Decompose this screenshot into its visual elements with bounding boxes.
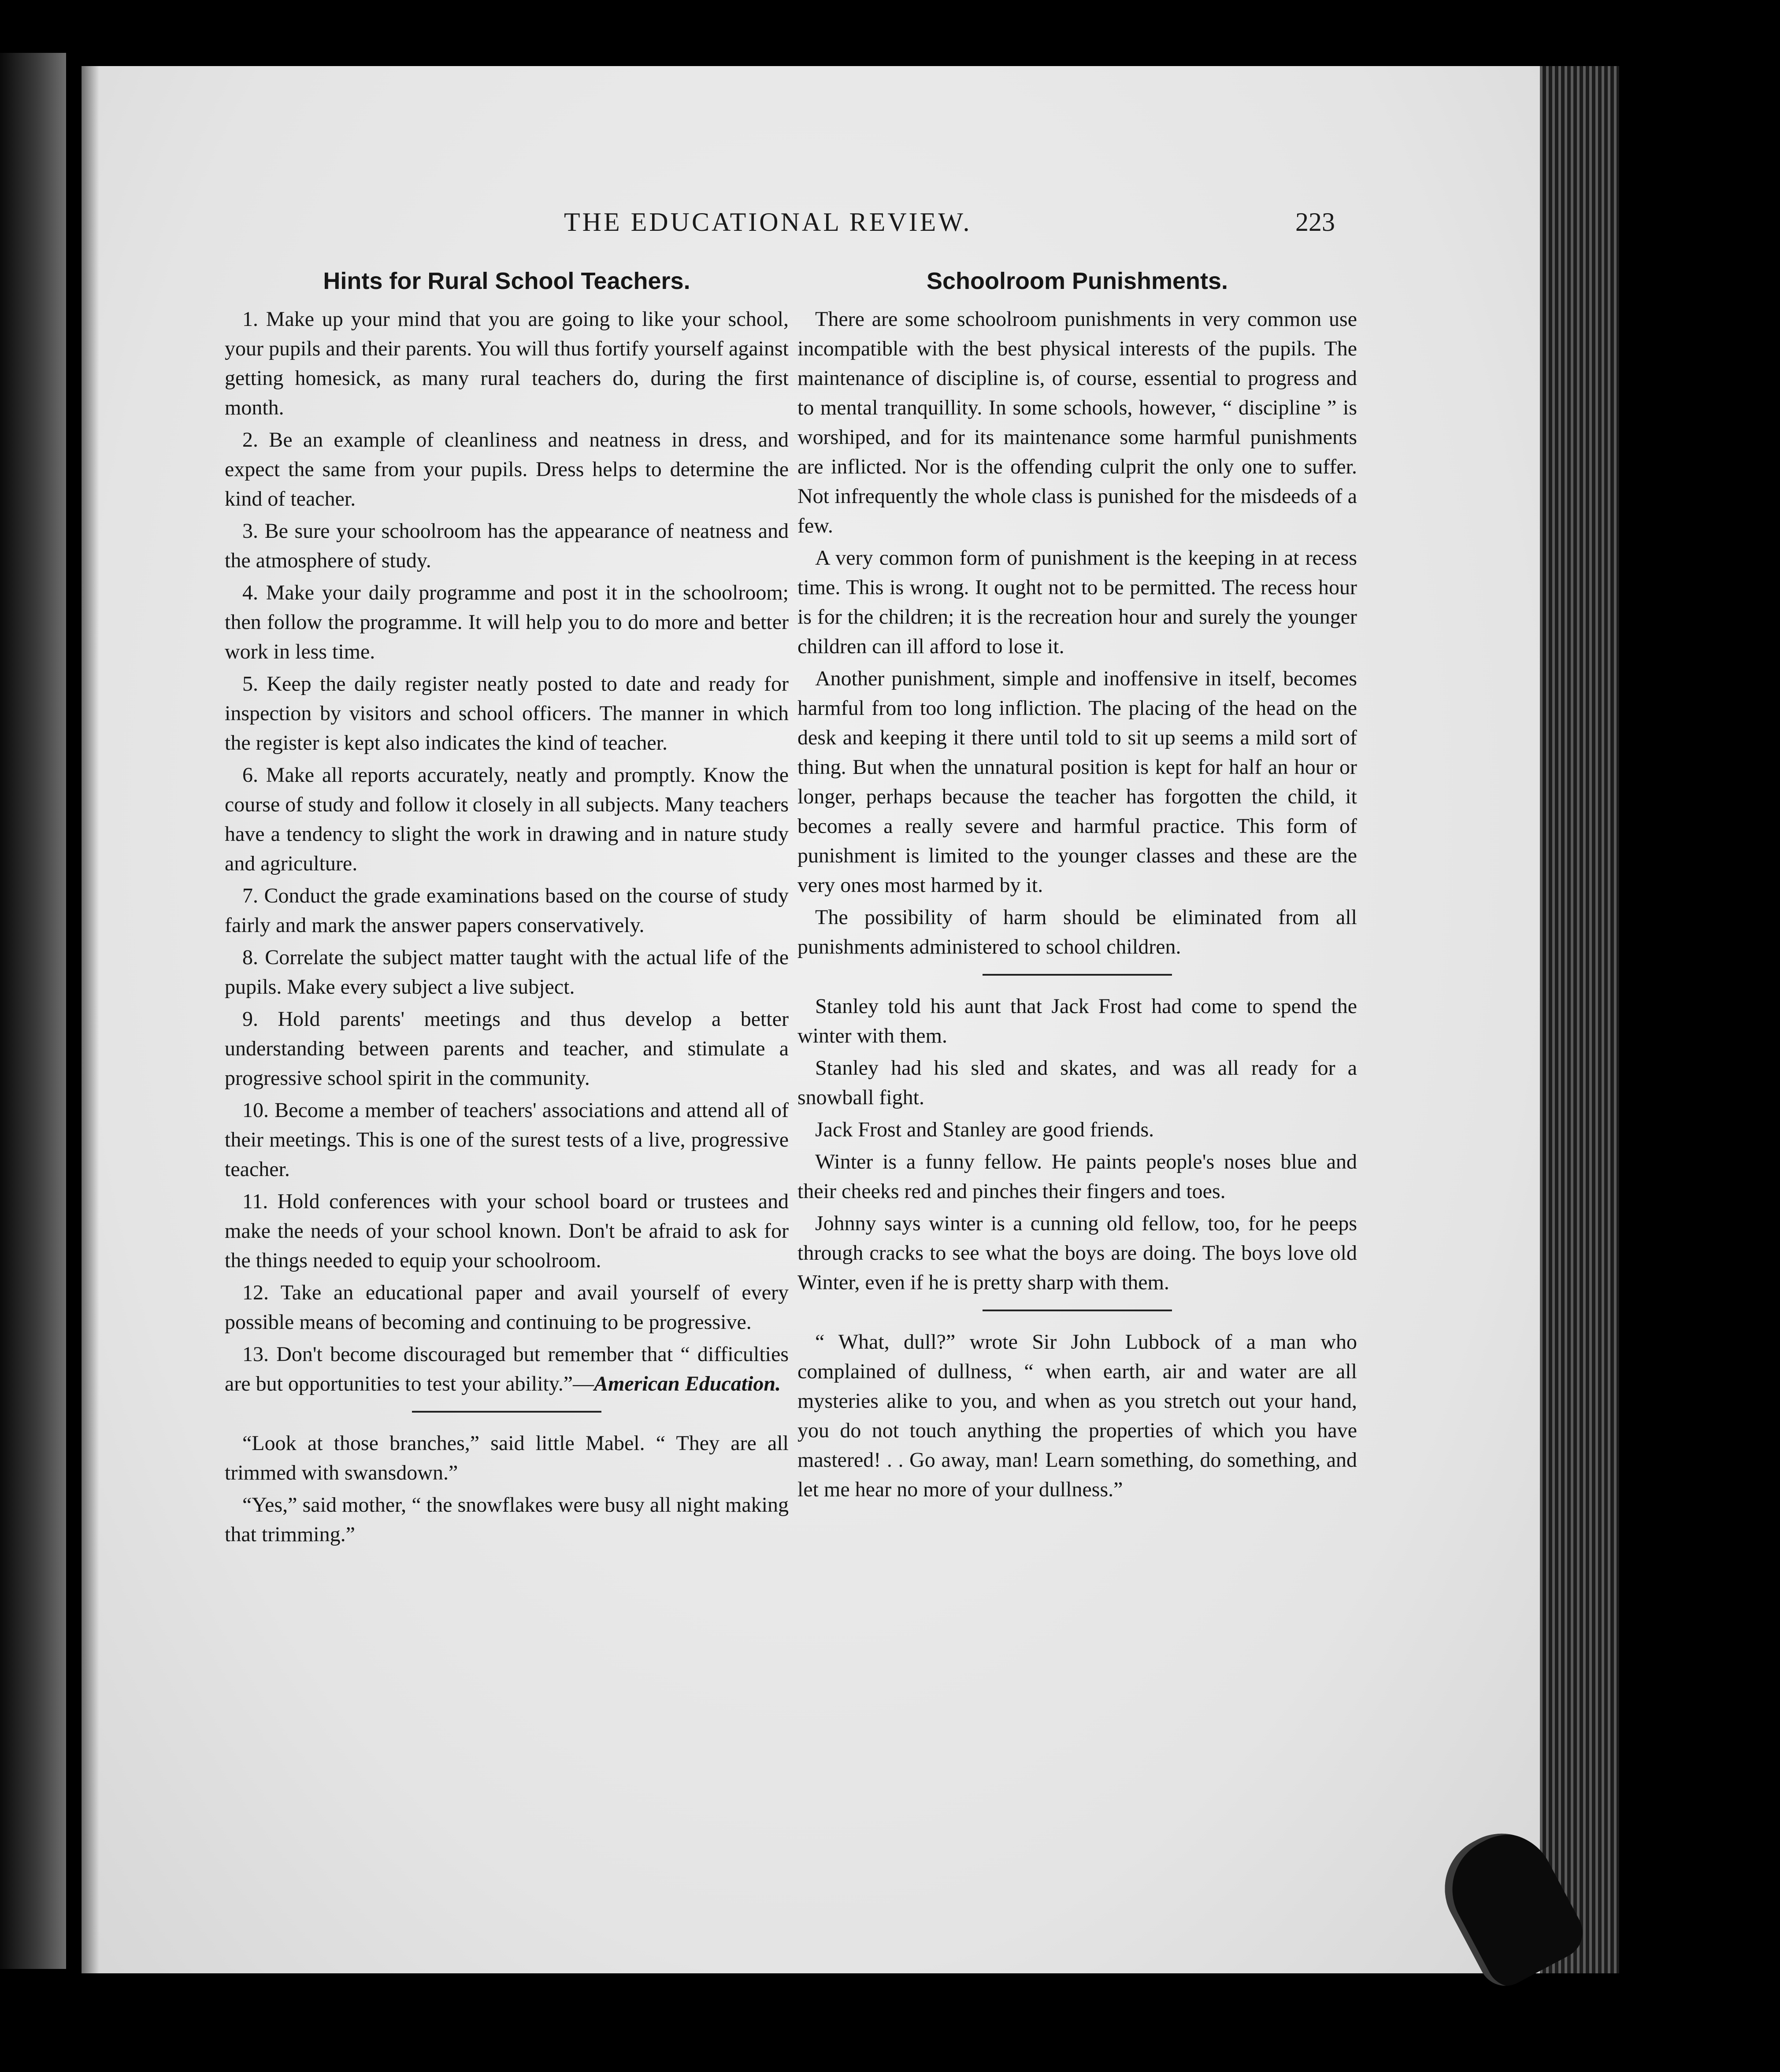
hint-item: 10. Become a member of teachers' associations and attend all of their meetings. This is one of the surest tests of a live, progressive teacher. (225, 1099, 789, 1181)
left-column (225, 262, 789, 1552)
hint-item: 6. Make all reports accurately, neatly and promptly. Know the course of study and follow it closely in all subjects. Many teachers have a tendency to slight the work in drawing and in nature study and agriculture. (225, 763, 789, 875)
hints-title: Hints for Rural School Teachers. (323, 268, 690, 294)
hint-item-13-text: 13. Don't become discouraged but remember that “ difficulties are but opportunities to test your ability.”— (225, 1343, 789, 1395)
source-citation: American Education. (594, 1372, 781, 1395)
running-header (564, 207, 1357, 251)
hint-item: 5. Keep the daily register neatly posted to date and ready for inspection by visitors and school officers. The manner in which the register is kept also indicates the kind of teacher. (225, 672, 789, 755)
section-divider (983, 1310, 1172, 1311)
right-column (797, 262, 1357, 1507)
hint-item-13 (225, 1339, 789, 1399)
hint-item: 4. Make your daily programme and post it in the schoolroom; then follow the programme. It will help you to do more and better work in less time. (225, 581, 789, 663)
hint-item: 3. Be sure your schoolroom has the appearance of neatness and the atmosphere of study. (225, 519, 789, 572)
book-page-edges (1540, 66, 1619, 1973)
hint-item: 12. Take an educational paper and avail yourself of every possible means of becoming and continuing to be progressive. (225, 1281, 789, 1334)
punishments-paragraph: The possibility of harm should be eliminated from all punishments administered to school children. (797, 906, 1357, 958)
mabel-paragraph: “Look at those branches,” said little Mabel. “ They are all trimmed with swansdown.” (225, 1432, 789, 1484)
hint-item: 9. Hold parents' meetings and thus develop a better understanding between parents and teacher, and stimulate a progressive school spirit in the community. (225, 1007, 789, 1090)
previous-page-edge (0, 53, 66, 1969)
hint-item: 1. Make up your mind that you are going to like your school, your pupils and their parents. You will thus fortify yourself against getting homesick, as many rural teachers do, during the first month. (225, 307, 789, 419)
hint-item: 11. Hold conferences with your school board or trustees and make the needs of your school known. Don't be afraid to ask for the things needed to equip your schoolroom. (225, 1190, 789, 1272)
section-divider (412, 1411, 601, 1413)
punishments-title: Schoolroom Punishments. (926, 268, 1228, 294)
mabel-paragraph: “Yes,” said mother, “ the snowflakes were busy all night making that trimming.” (225, 1493, 789, 1546)
punishments-paragraph: There are some schoolroom punishments in very common use incompatible with the best physical interests of the pupils. The maintenance of discipline is, of course, essential to progress and to mental tranquillity. In some schools, however, “ discipline ” is worshiped, and for its maintenance some harmful punishments are inflicted. Nor is the offending culprit the only one to suffer. Not infrequently the whole class is punished for the misdeeds of a few. (797, 307, 1357, 537)
winter-paragraph: Johnny says winter is a cunning old fellow, too, for he peeps through cracks to see what the boys are doing. The boys love old Winter, even if he is pretty sharp with them. (797, 1212, 1357, 1294)
page-gutter-shadow (82, 66, 99, 1973)
winter-paragraph: Stanley had his sled and skates, and was all ready for a snowball fight. (797, 1056, 1357, 1109)
running-title: THE EDUCATIONAL REVIEW. (564, 207, 972, 237)
hint-item: 8. Correlate the subject matter taught with the actual life of the pupils. Make every subject a live subject. (225, 946, 789, 999)
punishments-paragraph: Another punishment, simple and inoffensive in itself, becomes harmful from too long infliction. The placing of the head on the desk and keeping it there until told to sit up seems a mild sort of thing. But when the unnatural position is kept for half an hour or longer, perhaps because the teacher has forgotten the child, it becomes a really severe and harmful practice. This form of punishment is limited to the younger classes and these are the very ones most harmed by it. (797, 667, 1357, 897)
page-number: 223 (1295, 207, 1335, 237)
winter-paragraph: Jack Frost and Stanley are good friends. (815, 1118, 1154, 1141)
lubbock-quote: “ What, dull?” wrote Sir John Lubbock of a man who complained of dullness, “ when earth, air and water are all mysteries alike to you, and when as you stretch out your hand, you do not touch anything the properties of which you have mastered! . . Go away, man! Learn something, do something, and let me hear no more of your dullness.” (797, 1330, 1357, 1501)
hint-item: 2. Be an example of cleanliness and neatness in dress, and expect the same from your pupils. Dress helps to determine the kind of teacher. (225, 428, 789, 511)
winter-paragraph: Stanley told his aunt that Jack Frost had come to spend the winter with them. (797, 995, 1357, 1047)
punishments-paragraph: A very common form of punishment is the keeping in at recess time. This is wrong. It ought not to be permitted. The recess hour is for the children; it is the recreation hour and surely the younger children can ill afford to lose it. (797, 546, 1357, 658)
section-divider (983, 974, 1172, 976)
winter-paragraph: Winter is a funny fellow. He paints people's noses blue and their cheeks red and pinches their fingers and toes. (797, 1150, 1357, 1203)
hint-item: 7. Conduct the grade examinations based on the course of study fairly and mark the answer papers conservatively. (225, 884, 789, 937)
